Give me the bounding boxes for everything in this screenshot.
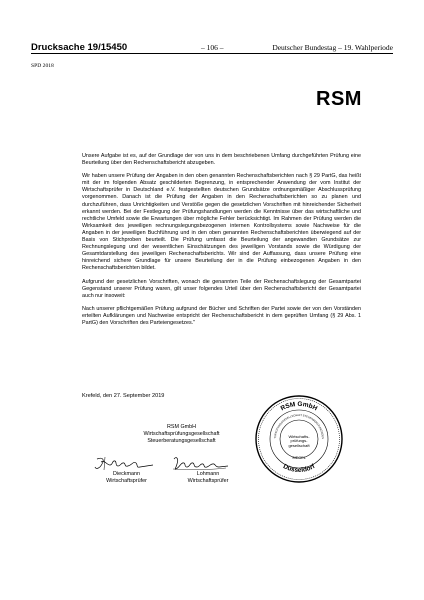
seal-center bbox=[281, 435, 317, 448]
report-body bbox=[82, 153, 361, 333]
signer-name: Dieckmann bbox=[113, 471, 140, 477]
rsm-logo: RSM bbox=[316, 88, 362, 110]
document-number-prefix: Drucksache 19/ bbox=[31, 42, 101, 53]
parliament-label: Deutscher Bundestag – 19. Wahlperiode bbox=[272, 43, 393, 52]
party-label: SPD 2018 bbox=[31, 63, 54, 69]
seal-center-line: prüfungs- bbox=[290, 438, 308, 444]
paragraph-legal-basis: Aufgrund der gesetzlichen Vorschriften, wonach die genannten Teile der Rechenschaftslegung der Gesamtpartei Gegenstand unserer Prüfung waren, gilt unser folgendes Urteil über den Rechenschaftsbericht der Gesamtpartei auch nur insoweit: bbox=[82, 278, 361, 299]
firm-type-audit: Wirtschaftsprüfungsgesellschaft bbox=[143, 430, 220, 437]
place-date: Krefeld, den 27. September 2019 bbox=[82, 393, 165, 399]
signature-dieckmann bbox=[93, 456, 167, 472]
paragraph-opinion: Nach unserer pflichtgemäßen Prüfung aufgrund der Bücher und Schriften der Partei sowie der von den Vorständen erteilten Aufklärungen und Nachweise entspricht der Rechenschaftsbericht in dem geprüften Umfang (§ 29 Abs. 1 PartG) den Vorschriften des Parteiengesetzes." bbox=[82, 305, 361, 326]
signer-lohmann bbox=[173, 471, 243, 485]
firm-type-tax: Steuerberatungsgesellschaft bbox=[147, 437, 216, 444]
seal-center-line: gesellschaft bbox=[288, 442, 310, 448]
seal-ring-text: TSPRÜFUNGSGESELLSCHAFT STEUERBERATUNGSGES bbox=[273, 413, 325, 439]
paragraph-task: Unsere Aufgabe ist es, auf der Grundlage der von uns in dem beschriebenen Umfang durchgeführten Prüfung eine Beurteilung über den Rechenschaftsbericht abzugeben. bbox=[82, 153, 361, 167]
seal-siegel-label: SIEGEL bbox=[292, 456, 306, 460]
seal-center-line: Wirtschafts- bbox=[288, 434, 310, 439]
signer-dieckmann bbox=[94, 471, 159, 485]
document-number-value: 15450 bbox=[100, 42, 128, 53]
signer-title: Wirtschaftsprüfer bbox=[106, 477, 147, 484]
seal-city: Düsseldorf bbox=[281, 463, 317, 475]
page-number: – 106 – bbox=[201, 43, 224, 52]
signer-title: Wirtschaftsprüfer bbox=[187, 477, 229, 484]
paragraph-audit-scope: Wir haben unsere Prüfung der Angaben in den oben genannten Rechenschaftsberichten nach § 29 PartG, das heißt mit der im folgenden Absatz geschilderten Begrenzung, in entsprechender Anwendung der vom Institut der Wirtschaftsprüfer in Deutschland e.V. festgestellten deutschen Grundsätze ordnungsmäßiger Abschlussprüfung vorgenommen. Danach ist die Prüfung der Angaben in den Rechenschaftsberichten so zu planen und durchzuführen, dass Unrichtigkeiten und Verstöße gegen die gesetzlichen Vorschriften mit hinreichender Sicherheit erkannt werden. Bei der Festlegung der Prüfungshandlungen werden die Kenntnisse über das wirtschaftliche und rechtliche Umfeld sowie die Erwartungen über mögliche Fehler berücksichtigt. Im Rahmen der Prüfung werden die Wirksamkeit des jeweiligen rechnungslegungsbezogenen internen Kontrollsystems sowie Nachweise für die Angaben in der jeweiligen Buchführung und in den oben genannten Rechenschaftsberichten überwiegend auf der Basis von Stichproben beurteilt. Die Prüfung umfasst die Beurteilung der angewandten Grundsätze zur Rechnungslegung und der wesentlichen Einschätzungen des jeweiligen Vorstands sowie die Würdigung der Gesamtdarstellung des jeweiligen Rechenschaftsberichts. Wir sind der Auffassung, dass unsere Prüfung eine hinreichend sichere Grundlage für unsere Beurteilung der in die Prüfung einbezogenen Angaben in den Rechenschaftsberichten bildet. bbox=[82, 173, 361, 272]
document-number bbox=[31, 42, 127, 53]
header-rule bbox=[31, 53, 393, 54]
signer-name: Lohmann bbox=[196, 471, 220, 477]
seal-firm-name: RSM GmbH bbox=[279, 400, 319, 413]
firm-block bbox=[119, 424, 244, 444]
firm-name: RSM GmbH bbox=[166, 424, 197, 430]
